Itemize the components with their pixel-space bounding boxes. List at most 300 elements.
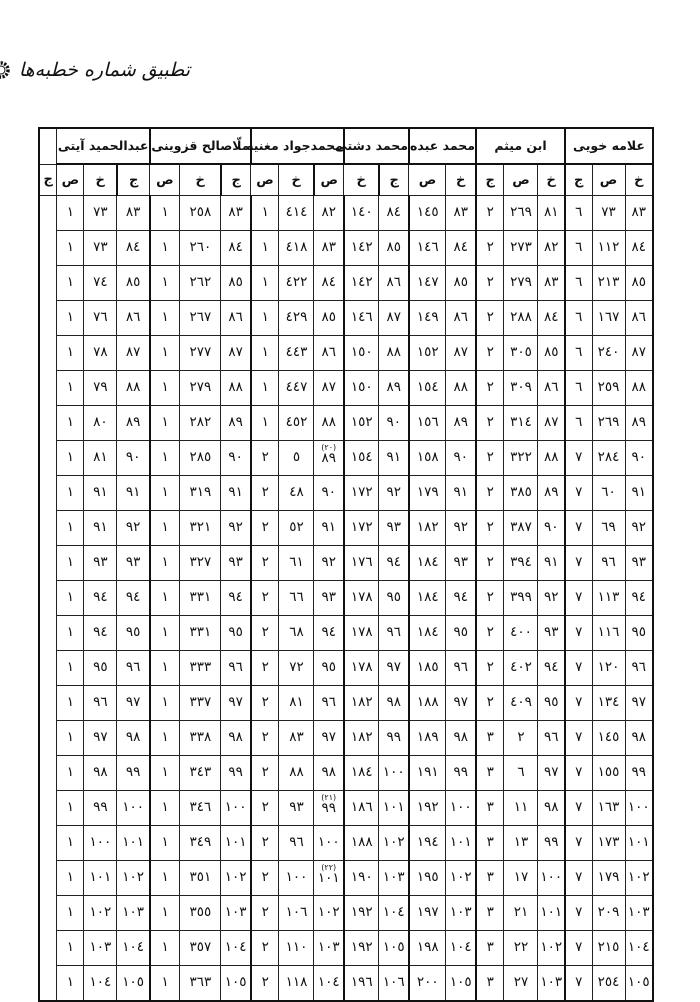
- table-cell: ٩٢: [221, 511, 251, 546]
- table-cell: ٨٦: [221, 301, 251, 336]
- subheader-cell: ج: [221, 164, 251, 196]
- table-cell: ١٥٠: [344, 336, 379, 371]
- table-cell: ٩٣: [625, 546, 653, 581]
- footnote-mark: (٢١): [321, 793, 337, 803]
- table-cell: ١٩٨: [409, 931, 446, 966]
- table-cell: ١٥٤: [409, 371, 446, 406]
- table-cell: ٢: [251, 581, 279, 616]
- table-cell: ٩٠: [379, 406, 409, 441]
- table-cell: ١٨٩: [409, 721, 446, 756]
- table-cell: ١٨٨: [409, 686, 446, 721]
- table-cell: ٩٦: [279, 826, 314, 861]
- table-cell: ١٠٠: [84, 826, 117, 861]
- table-cell: ٢٧٩: [180, 371, 221, 406]
- table-cell: ٤٤٣: [279, 336, 314, 371]
- table-cell: ١٩٢: [409, 791, 446, 826]
- table-cell: ١٨٦: [344, 791, 379, 826]
- table-cell: ٩٧: [446, 686, 476, 721]
- table-row: [39, 651, 653, 686]
- table-cell: ٢: [476, 196, 504, 231]
- table-cell: ١٠٤: [625, 931, 653, 966]
- table-row: [39, 231, 653, 266]
- table-cell: ٩٦: [84, 686, 117, 721]
- table-cell: ٦٩: [592, 511, 625, 546]
- table-cell: ٥: [279, 441, 314, 476]
- table-cell: ٢: [251, 651, 279, 686]
- table-cell: ٨٤: [446, 231, 476, 266]
- table-cell: ٢: [476, 686, 504, 721]
- table-cell: ١٤٦: [344, 301, 379, 336]
- table-cell: ٣٠٩: [504, 371, 538, 406]
- table-cell: ٢٤٠: [592, 336, 625, 371]
- table-cell: ٨٧: [117, 336, 150, 371]
- table-cell: ٩٦: [592, 546, 625, 581]
- table-cell: ٨٨: [379, 336, 409, 371]
- table-cell: ٣١٩: [180, 476, 221, 511]
- table-cell: ١٠٤: [314, 966, 344, 1002]
- table-cell: ٢: [251, 476, 279, 511]
- subheader-cell: خ: [446, 164, 476, 196]
- subheader-cell: خ: [625, 164, 653, 196]
- table-cell: ٩٥: [379, 581, 409, 616]
- table-cell: ٨٨: [221, 371, 251, 406]
- table-cell: ٢١: [504, 896, 538, 931]
- table-cell: ٤٨: [279, 476, 314, 511]
- table-cell: ٣٣٧: [180, 686, 221, 721]
- table-cell: ١٥٦: [409, 406, 446, 441]
- table-cell: ٢٧٧: [180, 336, 221, 371]
- table-cell: ٦١: [279, 546, 314, 581]
- table-cell: ٩١: [538, 546, 565, 581]
- table-cell: ٢: [476, 651, 504, 686]
- subheader-cell: ص: [409, 164, 446, 196]
- table-cell: ١: [150, 721, 180, 756]
- table-cell: ٦٦: [279, 581, 314, 616]
- table-cell: ٩٨: [314, 756, 344, 791]
- table-cell: ٩٠: [314, 476, 344, 511]
- table-cell: ١: [150, 336, 180, 371]
- table-cell: ١٩٧: [409, 896, 446, 931]
- table-cell: ١٩٥: [409, 861, 446, 896]
- table-cell: ٧: [565, 826, 592, 861]
- table-cell: ٩٤: [314, 616, 344, 651]
- table-cell: ١٦٧: [592, 301, 625, 336]
- table-cell: ١٠٥: [446, 966, 476, 1002]
- table-cell: ٨٦: [625, 301, 653, 336]
- table-cell: ٢: [504, 721, 538, 756]
- table-cell: ٢: [251, 616, 279, 651]
- table-cell: ١٥٢: [409, 336, 446, 371]
- table-cell: ٨٨: [279, 756, 314, 791]
- table-cell: ١٧: [504, 861, 538, 896]
- subheader-cell: ص: [150, 164, 180, 196]
- table-cell: ١: [57, 651, 84, 686]
- table-cell: ٩٩: [221, 756, 251, 791]
- table-cell: ١٤٥: [592, 721, 625, 756]
- group-header-dashti: محمد دشتی: [344, 128, 409, 164]
- table-cell: ١٩٢: [344, 931, 379, 966]
- table-cell: ٩٢: [314, 546, 344, 581]
- table-cell: ٩٨: [84, 756, 117, 791]
- table-row: [39, 546, 653, 581]
- table-cell: ٩٦: [538, 721, 565, 756]
- table-cell: ٦: [565, 266, 592, 301]
- table-cell: ١٨٥: [409, 651, 446, 686]
- table-cell: ٣٣١: [180, 581, 221, 616]
- table-cell: ١: [150, 196, 180, 231]
- table-cell: ١: [57, 721, 84, 756]
- table-cell: ٩٦: [379, 616, 409, 651]
- table-cell: ١٠٣: [84, 931, 117, 966]
- table-cell: ١: [57, 441, 84, 476]
- table-cell: ٧٣: [592, 196, 625, 231]
- table-cell: ٣٦٣: [180, 966, 221, 1002]
- table-cell: ٢: [476, 371, 504, 406]
- table-cell: ٢: [251, 756, 279, 791]
- table-cell: ٩٨: [221, 721, 251, 756]
- table-cell: ١٠٤: [117, 931, 150, 966]
- subheader-cell: خ: [84, 164, 117, 196]
- table-cell: ١٤٠: [344, 196, 379, 231]
- table-cell: ١٤٢: [344, 266, 379, 301]
- table-cell: ٩١: [117, 476, 150, 511]
- table-cell: ٨٧: [625, 336, 653, 371]
- table-cell: ١٠٣: [221, 896, 251, 931]
- table-cell: ٩٩: [379, 721, 409, 756]
- table-cell: ١٨٢: [344, 721, 379, 756]
- table-cell: ٩٢: [538, 581, 565, 616]
- table-cell: ٤٢٩: [279, 301, 314, 336]
- table-cell: ٤٢٢: [279, 266, 314, 301]
- table-cell: ٩٣: [379, 511, 409, 546]
- subheader-row: [39, 164, 653, 196]
- table-cell: ٧٣: [84, 231, 117, 266]
- table-cell: ٢٦٢: [180, 266, 221, 301]
- table-cell: ١: [57, 301, 84, 336]
- table-cell: ٧: [565, 861, 592, 896]
- table-cell: ٩٦: [446, 651, 476, 686]
- table-cell: ٣٨٥: [504, 476, 538, 511]
- table-cell: ١: [150, 511, 180, 546]
- table-cell: ١٠٠: [625, 791, 653, 826]
- table-cell: ٤٠٩: [504, 686, 538, 721]
- table-cell: ١٠٥: [221, 966, 251, 1002]
- table-cell: [314, 441, 344, 476]
- table-cell: ١٧٨: [344, 616, 379, 651]
- table-cell: ٦: [565, 371, 592, 406]
- subheader-cell: خ: [279, 164, 314, 196]
- table-cell: ٩٥: [117, 616, 150, 651]
- table-cell: ١: [150, 896, 180, 931]
- subheader-cell: ج: [117, 164, 150, 196]
- table-cell: ١٥٠: [344, 371, 379, 406]
- table-cell: ٩٥: [446, 616, 476, 651]
- table-cell: ٢٨٥: [180, 441, 221, 476]
- table-cell: ٢: [251, 511, 279, 546]
- table-cell: ٩٤: [538, 651, 565, 686]
- table-cell: ٨٣: [538, 266, 565, 301]
- table-row: [39, 896, 653, 931]
- table-cell: ٩٤: [446, 581, 476, 616]
- table-cell: ١٠٠: [314, 826, 344, 861]
- table-cell: ٧: [565, 791, 592, 826]
- table-cell: ٢: [251, 546, 279, 581]
- table-cell: ٧٢: [279, 651, 314, 686]
- table-cell: ٩٩: [625, 756, 653, 791]
- table-cell: ٩٣: [279, 791, 314, 826]
- table-cell: ٩٤: [84, 581, 117, 616]
- table-cell: ٨٦: [314, 336, 344, 371]
- running-title: تطبیق شماره خطبه‌ها: [18, 59, 190, 81]
- table-cell: ٢: [476, 476, 504, 511]
- table-row: [39, 931, 653, 966]
- table-cell: ٢: [251, 721, 279, 756]
- table-cell: ٩٤: [221, 581, 251, 616]
- table-cell: ١٠٢: [314, 896, 344, 931]
- table-cell: ١٩٢: [344, 896, 379, 931]
- table-cell: ٩٩: [538, 826, 565, 861]
- table-cell: ٣: [476, 861, 504, 896]
- table-cell: ١: [57, 266, 84, 301]
- subheader-cell: ص: [251, 164, 279, 196]
- cell-value: ٩٩: [321, 800, 336, 817]
- table-cell: ٢: [476, 336, 504, 371]
- table-cell: ٢٦٩: [592, 406, 625, 441]
- table-cell: ١٠١: [84, 861, 117, 896]
- table-cell: ٢: [476, 406, 504, 441]
- table-cell: ١٠٣: [446, 896, 476, 931]
- table-cell: ١٦٣: [592, 791, 625, 826]
- table-cell: ١٠٤: [84, 966, 117, 1002]
- table-cell: ١: [150, 266, 180, 301]
- table-cell: ٨٧: [314, 371, 344, 406]
- table-cell: ٣: [476, 721, 504, 756]
- table-cell: ٣: [476, 791, 504, 826]
- table-cell: ٨١: [84, 441, 117, 476]
- table-cell: ١١: [504, 791, 538, 826]
- table-cell: ٨٧: [538, 406, 565, 441]
- table-cell: ١: [150, 686, 180, 721]
- table-cell: ٨٥: [446, 266, 476, 301]
- table-cell: ٩٠: [446, 441, 476, 476]
- table-cell: ٨٨: [446, 371, 476, 406]
- table-cell: ٩٨: [117, 721, 150, 756]
- table-cell: ٧: [565, 651, 592, 686]
- table-cell: ٢٨٨: [504, 301, 538, 336]
- table-cell: ٦: [565, 231, 592, 266]
- table-cell: ٨٦: [446, 301, 476, 336]
- table-cell: ٨٣: [625, 196, 653, 231]
- table-cell: ٣٣٨: [180, 721, 221, 756]
- cell-value: ١٠١: [317, 870, 340, 887]
- table-cell: ٩٥: [84, 651, 117, 686]
- table-cell: ١: [57, 686, 84, 721]
- table-cell: ٣: [476, 826, 504, 861]
- table-cell: ٩٩: [446, 756, 476, 791]
- table-cell: ١٧٢: [344, 511, 379, 546]
- table-cell: ٨٧: [221, 336, 251, 371]
- table-cell: ١١٣: [592, 581, 625, 616]
- table-cell: ١٠٢: [117, 861, 150, 896]
- table-cell: ١٧٩: [592, 861, 625, 896]
- table-cell: ٨٢: [314, 196, 344, 231]
- table-cell: ٦: [565, 196, 592, 231]
- table-cell: ٨٤: [221, 231, 251, 266]
- table-cell: ٦: [565, 301, 592, 336]
- table-cell: ٨٤: [379, 196, 409, 231]
- table-cell: ٩٢: [446, 511, 476, 546]
- table-cell: ٨٦: [538, 371, 565, 406]
- table-cell: ٨٤: [314, 266, 344, 301]
- table-cell: ٩٧: [117, 686, 150, 721]
- table-cell: ٢: [476, 441, 504, 476]
- table-cell: ٨٦: [117, 301, 150, 336]
- table-row: [39, 721, 653, 756]
- table-cell: ٨٩: [221, 406, 251, 441]
- table-cell: ٩٦: [625, 651, 653, 686]
- table-cell: ٦٠: [592, 476, 625, 511]
- table-cell: ٣٣١: [180, 616, 221, 651]
- table-cell: ٩١: [314, 511, 344, 546]
- table-cell: ٤٥٢: [279, 406, 314, 441]
- table-cell: ٣٥٧: [180, 931, 221, 966]
- table-cell: ١٠٥: [379, 931, 409, 966]
- table-cell: ١٠١: [379, 791, 409, 826]
- table-cell: ١٠٥: [117, 966, 150, 1002]
- subheader-cell: ص: [57, 164, 84, 196]
- table-cell: ٩١: [221, 476, 251, 511]
- table-row: [39, 861, 653, 896]
- table-cell: ٩٤: [625, 581, 653, 616]
- table-cell: ٣٤٦: [180, 791, 221, 826]
- table-cell: ١: [57, 231, 84, 266]
- table-cell: ١٩٤: [409, 826, 446, 861]
- table-cell: ٤١٤: [279, 196, 314, 231]
- table-cell: ١٠٣: [117, 896, 150, 931]
- table-cell: ٨٦: [379, 266, 409, 301]
- table-cell: ٧٤: [84, 266, 117, 301]
- table-cell: ٨٣: [314, 231, 344, 266]
- table-cell: ٢٨٢: [180, 406, 221, 441]
- table-cell: ١: [150, 441, 180, 476]
- table-cell: ٨٥: [314, 301, 344, 336]
- table-cell: ٩٧: [84, 721, 117, 756]
- table-cell: ٢: [476, 511, 504, 546]
- table-cell: ٨٣: [117, 196, 150, 231]
- table-cell: ٥٢: [279, 511, 314, 546]
- group-header-khoei: علامه خویی: [565, 128, 653, 164]
- table-cell: ٢: [251, 826, 279, 861]
- table-cell: ٨٥: [221, 266, 251, 301]
- table-cell: ٢: [476, 546, 504, 581]
- table-cell: ١٥٢: [344, 406, 379, 441]
- table-cell: ٧: [565, 581, 592, 616]
- table-cell: ٨٨: [314, 406, 344, 441]
- table-cell: ٢: [251, 896, 279, 931]
- table-cell: ٩٧: [314, 721, 344, 756]
- table-cell: ١: [150, 546, 180, 581]
- table-cell: ١٧٨: [344, 581, 379, 616]
- table-cell: ١: [57, 966, 84, 1002]
- table-cell: ٢٦٩: [504, 196, 538, 231]
- table-cell: ٣٢١: [180, 511, 221, 546]
- table-cell: ١٠٠: [279, 861, 314, 896]
- subheader-cell: ج: [565, 164, 592, 196]
- table-cell: ٩٨: [446, 721, 476, 756]
- table-cell: ١: [150, 651, 180, 686]
- table-cell: ١٤٢: [344, 231, 379, 266]
- table-cell: ١٠٠: [379, 756, 409, 791]
- table-cell: ١: [57, 861, 84, 896]
- group-header-qazvini: ملّاصالح قزوینی: [150, 128, 251, 164]
- table-cell: ١٠٢: [379, 826, 409, 861]
- table-cell: ٨٣: [446, 196, 476, 231]
- table-cell: ٦: [565, 336, 592, 371]
- table-cell: ٣٩٩: [504, 581, 538, 616]
- table-cell: ١٠٣: [538, 966, 565, 1002]
- subheader-cell: خ: [538, 164, 565, 196]
- subheader-cell: ج: [476, 164, 504, 196]
- table-cell: ١٥٤: [344, 441, 379, 476]
- table-cell: ٧: [565, 931, 592, 966]
- table-cell: ٣: [476, 931, 504, 966]
- table-cell: ٩٣: [221, 546, 251, 581]
- table-cell: ٣٢٧: [180, 546, 221, 581]
- table-cell: ٩٧: [538, 756, 565, 791]
- table-cell: ٣٢٢: [504, 441, 538, 476]
- subheader-cell: ج: [39, 164, 57, 196]
- table-cell: ١٧٣: [592, 826, 625, 861]
- table-cell: ١: [251, 301, 279, 336]
- table-row: [39, 826, 653, 861]
- table-cell: ١٧٨: [344, 651, 379, 686]
- table-row: [39, 581, 653, 616]
- table-cell: ١: [251, 231, 279, 266]
- table-cell: ١٧٦: [344, 546, 379, 581]
- table-cell: ٦: [565, 406, 592, 441]
- table-cell: ١٥٨: [409, 441, 446, 476]
- table-cell: ٢٦٠: [180, 231, 221, 266]
- table-cell: ١٧٢: [344, 476, 379, 511]
- table-cell: ١٠١: [538, 896, 565, 931]
- table-cell: ٨٥: [117, 266, 150, 301]
- table-cell: ٩٥: [538, 686, 565, 721]
- table-cell: ١٧٩: [409, 476, 446, 511]
- table-cell: ١٠٢: [446, 861, 476, 896]
- table-cell: ١: [57, 511, 84, 546]
- group-header-ayati: عبدالحمید آیتی: [57, 128, 150, 164]
- table-cell: ٩٤: [117, 581, 150, 616]
- table-cell: ١: [150, 231, 180, 266]
- table-cell: ١٠٠: [538, 861, 565, 896]
- table-cell: ١: [57, 896, 84, 931]
- table-cell: ٦٨: [279, 616, 314, 651]
- table-row: [39, 336, 653, 371]
- table-cell: ٧: [565, 966, 592, 1002]
- table-cell: ٨٧: [446, 336, 476, 371]
- table-cell: ٧: [565, 686, 592, 721]
- table-cell: ٩٨: [538, 791, 565, 826]
- table-cell: ٧٣: [84, 196, 117, 231]
- table-cell: ٩٣: [446, 546, 476, 581]
- table-cell: ٩٦: [221, 651, 251, 686]
- table-cell: ١١٠: [279, 931, 314, 966]
- table-cell: ١: [57, 406, 84, 441]
- table-cell: ١٨٢: [409, 511, 446, 546]
- table-cell: ١٨٢: [344, 686, 379, 721]
- table-cell: ٢٥٤: [592, 966, 625, 1002]
- table-cell: ١٨٤: [409, 546, 446, 581]
